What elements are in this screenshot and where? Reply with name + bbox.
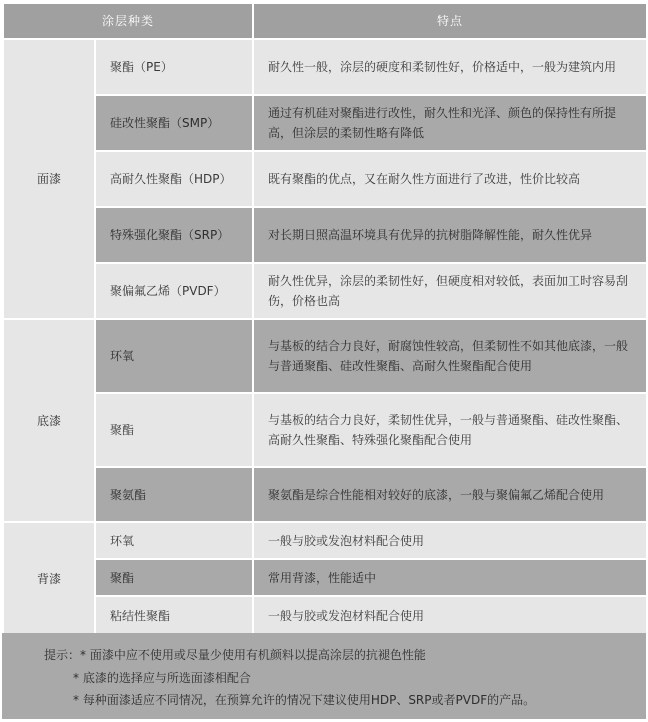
coating-name: 环氧: [95, 319, 253, 393]
notes-box: [2, 633, 646, 719]
table-row: [3, 95, 647, 151]
coating-name: 聚酯: [95, 559, 253, 596]
coating-name: 粘结性聚酯: [95, 596, 253, 636]
table-row: [3, 559, 647, 596]
coating-name: 聚偏氟乙烯（PVDF）: [95, 263, 253, 319]
coating-feature: 一般与胶或发泡材料配合使用: [253, 596, 647, 636]
table-row: [3, 596, 647, 636]
header-features: 特点: [253, 3, 647, 39]
table-row: [3, 263, 647, 319]
note-line-2: * 底漆的选择应与所选面漆相配合: [73, 671, 251, 685]
table-row: [3, 467, 647, 522]
table-header-row: [3, 3, 647, 39]
note-line-3: * 每种面漆适应不同情况，在预算允许的情况下建议使用HDP、SRP或者PVDF的产品。: [73, 693, 536, 707]
coating-name: 聚氨酯: [95, 467, 253, 522]
coating-feature: 聚氨酯是综合性能相对较好的底漆，一般与聚偏氟乙烯配合使用: [253, 467, 647, 522]
category-primer: 底漆: [3, 319, 95, 522]
table-row: [3, 39, 647, 95]
coating-name: 聚酯（PE）: [95, 39, 253, 95]
coating-name: 特殊强化聚酯（SRP）: [95, 207, 253, 263]
coating-feature: 耐久性优异，涂层的柔韧性好，但硬度相对较低，表面加工时容易刮伤，价格也高: [253, 263, 647, 319]
table-row: [3, 319, 647, 393]
coating-types-table: [2, 2, 648, 637]
coating-name: 硅改性聚酯（SMP）: [95, 95, 253, 151]
coating-feature: 与基板的结合力良好，耐腐蚀性较高，但柔韧性不如其他底漆，一般与普通聚酯、硅改性聚酯、高耐久性聚酯配合使用: [253, 319, 647, 393]
coating-feature: 对长期日照高温环境具有优异的抗树脂降解性能，耐久性优异: [253, 207, 647, 263]
table-row: [3, 151, 647, 207]
coating-feature: 耐久性一般，涂层的硬度和柔韧性好，价格适中，一般为建筑内用: [253, 39, 647, 95]
category-backcoat: 背漆: [3, 522, 95, 636]
table-row: [3, 393, 647, 467]
note-line-1: 提示：* 面漆中应不使用或尽量少使用有机颜料以提高涂层的抗褪色性能: [44, 648, 426, 662]
coating-name: 高耐久性聚酯（HDP）: [95, 151, 253, 207]
table-row: [3, 207, 647, 263]
header-coating-type: 涂层种类: [3, 3, 253, 39]
table-row: [3, 522, 647, 559]
coating-feature: 通过有机硅对聚酯进行改性，耐久性和光泽、颜色的保持性有所提高，但涂层的柔韧性略有降低: [253, 95, 647, 151]
coating-feature: 与基板的结合力良好，柔韧性优异，一般与普通聚酯、硅改性聚酯、高耐久性聚酯、特殊强化聚酯配合使用: [253, 393, 647, 467]
coating-name: 聚酯: [95, 393, 253, 467]
coating-feature: 一般与胶或发泡材料配合使用: [253, 522, 647, 559]
coating-name: 环氧: [95, 522, 253, 559]
coating-feature: 既有聚酯的优点，又在耐久性方面进行了改进，性价比较高: [253, 151, 647, 207]
category-topcoat: 面漆: [3, 39, 95, 319]
coating-feature: 常用背漆，性能适中: [253, 559, 647, 596]
